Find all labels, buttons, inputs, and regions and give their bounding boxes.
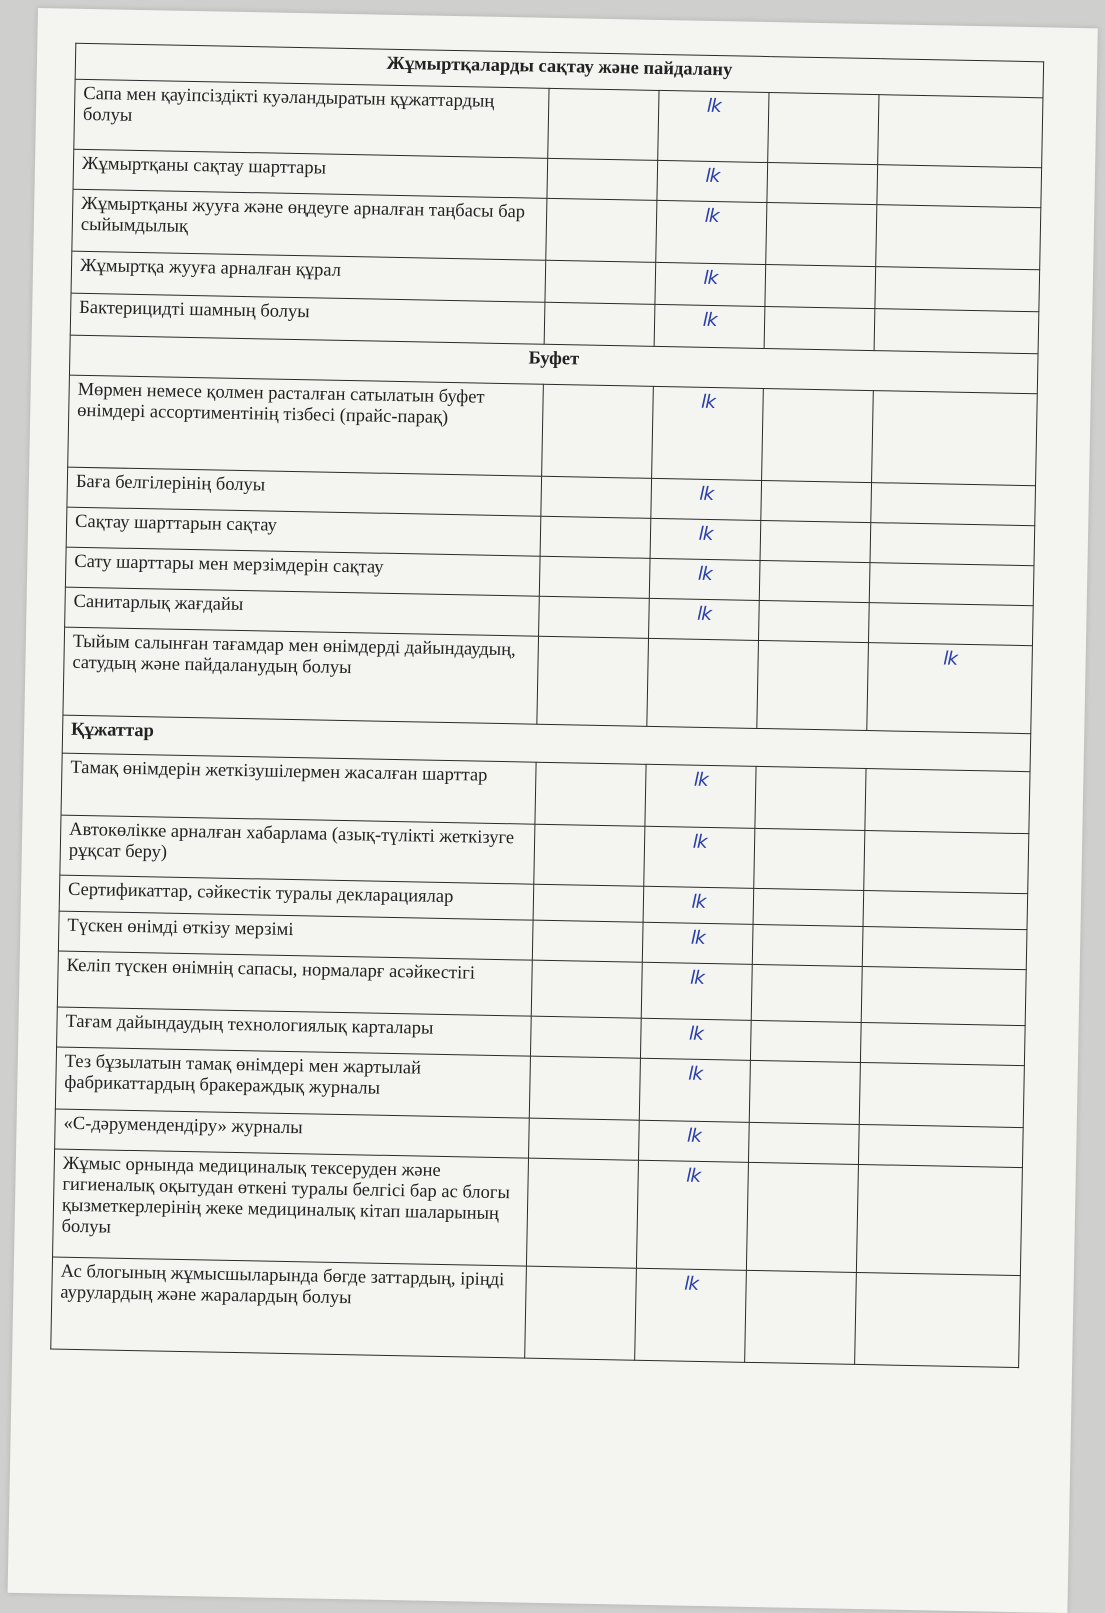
empty-cell xyxy=(874,309,1039,354)
handwritten-check-mark: lk xyxy=(640,1018,751,1060)
handwritten-check-mark: lk xyxy=(636,1160,748,1270)
empty-cell xyxy=(548,88,659,160)
handwritten-check-mark: lk xyxy=(641,962,752,1020)
criterion-label: Тез бұзылатын тамақ өнімдері мен жартылай фабрикаттардың бракераждық журналы xyxy=(55,1047,530,1118)
criterion-label: Жұмыртқа жууға арналған құрал xyxy=(71,251,546,302)
empty-cell xyxy=(539,596,650,638)
criterion-label: Баға белгілерінің болуы xyxy=(67,467,542,516)
handwritten-check-mark: lk xyxy=(639,1058,750,1122)
empty-cell xyxy=(871,483,1036,526)
empty-cell xyxy=(762,388,874,482)
empty-cell xyxy=(751,964,862,1022)
handwritten-check-mark: lk xyxy=(652,386,764,480)
handwritten-check-mark: lk xyxy=(635,1268,747,1362)
handwritten-check-mark: lk xyxy=(642,922,753,964)
empty-cell xyxy=(766,203,877,267)
empty-cell xyxy=(535,762,646,826)
section-title: Құжаттар xyxy=(62,715,1031,772)
empty-cell xyxy=(872,391,1038,486)
criterion-label: Сату шарттары мен мерзімдерін сақтау xyxy=(65,547,540,596)
empty-cell xyxy=(855,1272,1021,1367)
criterion-label: Автокөлікке арналған хабарлама (азық-түлікті жеткізуге рұқсат беру) xyxy=(60,815,535,884)
empty-cell xyxy=(861,967,1026,1026)
handwritten-check-mark: lk xyxy=(638,1120,749,1162)
empty-cell xyxy=(759,560,870,602)
handwritten-check-mark: lk xyxy=(655,262,766,306)
empty-cell xyxy=(755,766,866,830)
empty-cell xyxy=(530,1016,641,1058)
empty-cell xyxy=(531,960,642,1018)
section-title: Буфет xyxy=(69,335,1038,394)
empty-cell xyxy=(754,828,865,890)
empty-cell xyxy=(529,1056,640,1120)
criterion-label: Тағам дайындаудың технологиялық карталары xyxy=(57,1007,532,1056)
empty-cell xyxy=(858,1124,1023,1167)
checklist-row xyxy=(51,1257,1021,1368)
empty-cell xyxy=(865,769,1030,834)
empty-cell xyxy=(540,516,651,558)
empty-cell xyxy=(758,600,869,642)
empty-cell xyxy=(745,1270,857,1364)
criterion-label: Сақтау шарттарын сақтау xyxy=(66,507,541,556)
empty-cell xyxy=(541,476,652,518)
criterion-label: Мөрмен немесе қолмен расталған сатылатын буфет өнімдері ассортиментінің тізбесі (прайс-парақ) xyxy=(68,375,544,476)
checklist-body xyxy=(51,43,1044,1367)
criterion-label: Жұмыртқаны жууға және өңдеуге арналған таңбасы бар сыйымдылық xyxy=(72,189,547,260)
handwritten-check-mark: lk xyxy=(657,160,768,202)
empty-cell xyxy=(863,891,1028,930)
handwritten-check-mark: lk xyxy=(649,598,760,640)
criterion-label: «С-дәрумендендіру» журналы xyxy=(55,1109,530,1158)
criterion-label: Санитарлық жағдайы xyxy=(65,587,540,636)
criterion-label: Жұмыртқаны сақтау шарттары xyxy=(73,149,548,198)
paper-sheet xyxy=(8,8,1098,1613)
empty-cell xyxy=(746,1162,858,1272)
criterion-label: Келіп түскен өнімнің сапасы, нормаларғ асәйкестігі xyxy=(57,951,532,1016)
empty-cell xyxy=(525,1266,637,1360)
empty-cell xyxy=(764,307,875,351)
empty-cell xyxy=(545,260,656,304)
criterion-label: Тыйым салынған тағамдар мен өнімдерді дайындаудың, сатудың және пайдаланудың болуы xyxy=(63,627,539,724)
empty-cell xyxy=(878,95,1043,168)
handwritten-check-mark: lk xyxy=(867,643,1033,734)
handwritten-check-mark: lk xyxy=(645,764,756,828)
empty-cell xyxy=(647,638,759,728)
inspection-checklist-table xyxy=(50,43,1044,1368)
handwritten-check-mark: lk xyxy=(658,90,769,162)
empty-cell xyxy=(750,1020,861,1062)
empty-cell xyxy=(749,1060,860,1124)
empty-cell xyxy=(534,824,645,886)
criterion-label: Тамақ өнімдерін жеткізушілермен жасалған шарттар xyxy=(61,753,536,824)
empty-cell xyxy=(767,163,878,205)
empty-cell xyxy=(761,480,872,522)
empty-cell xyxy=(753,888,864,926)
empty-cell xyxy=(533,884,644,922)
handwritten-check-mark: lk xyxy=(656,200,767,264)
criterion-label: Түскен өнімді өткізу мерзімі xyxy=(58,911,533,960)
empty-cell xyxy=(760,520,871,562)
empty-cell xyxy=(860,1022,1025,1065)
criterion-label: Ас блогының жұмысшыларында бөгде заттардың, іріңді аурулардың және жаралардың болуы xyxy=(51,1257,527,1358)
handwritten-check-mark: lk xyxy=(644,826,755,888)
empty-cell xyxy=(859,1062,1024,1127)
handwritten-check-mark: lk xyxy=(651,478,762,520)
handwritten-check-mark: lk xyxy=(643,886,754,924)
empty-cell xyxy=(875,267,1040,312)
empty-cell xyxy=(768,93,879,165)
empty-cell xyxy=(537,636,649,726)
empty-cell xyxy=(862,927,1027,970)
empty-cell xyxy=(876,205,1041,270)
handwritten-check-mark: lk xyxy=(654,304,765,348)
criterion-label: Сертификаттар, сәйкестік туралы декларациялар xyxy=(59,875,534,920)
empty-cell xyxy=(526,1158,638,1268)
empty-cell xyxy=(529,1118,640,1160)
handwritten-check-mark: lk xyxy=(650,518,761,560)
criterion-label: Сапа мен қауіпсіздікті куәландыратын құжаттардың болуы xyxy=(74,79,549,158)
empty-cell xyxy=(542,384,654,478)
empty-cell xyxy=(547,158,658,200)
empty-cell xyxy=(864,831,1029,894)
empty-cell xyxy=(868,603,1033,646)
handwritten-check-mark: lk xyxy=(649,558,760,600)
empty-cell xyxy=(877,165,1042,208)
criterion-label: Бактерицидті шамның болуы xyxy=(70,293,545,344)
empty-cell xyxy=(532,920,643,962)
section-title: Жұмыртқаларды сақтау және пайдалану xyxy=(75,43,1044,98)
empty-cell xyxy=(757,640,869,730)
empty-cell xyxy=(856,1164,1022,1275)
empty-cell xyxy=(752,924,863,966)
empty-cell xyxy=(870,523,1035,566)
checklist-row xyxy=(53,1149,1023,1276)
empty-cell xyxy=(765,265,876,309)
empty-cell xyxy=(748,1122,859,1164)
empty-cell xyxy=(546,198,657,262)
empty-cell xyxy=(869,563,1034,606)
criterion-label: Жұмыс орнында медициналық тексеруден және гигиеналық оқытудан өткені туралы белгісі бар ас блогы қызметкерлерінің жеке медициналық кітап шаларының болуы xyxy=(53,1149,529,1266)
empty-cell xyxy=(539,556,650,598)
empty-cell xyxy=(544,302,655,346)
